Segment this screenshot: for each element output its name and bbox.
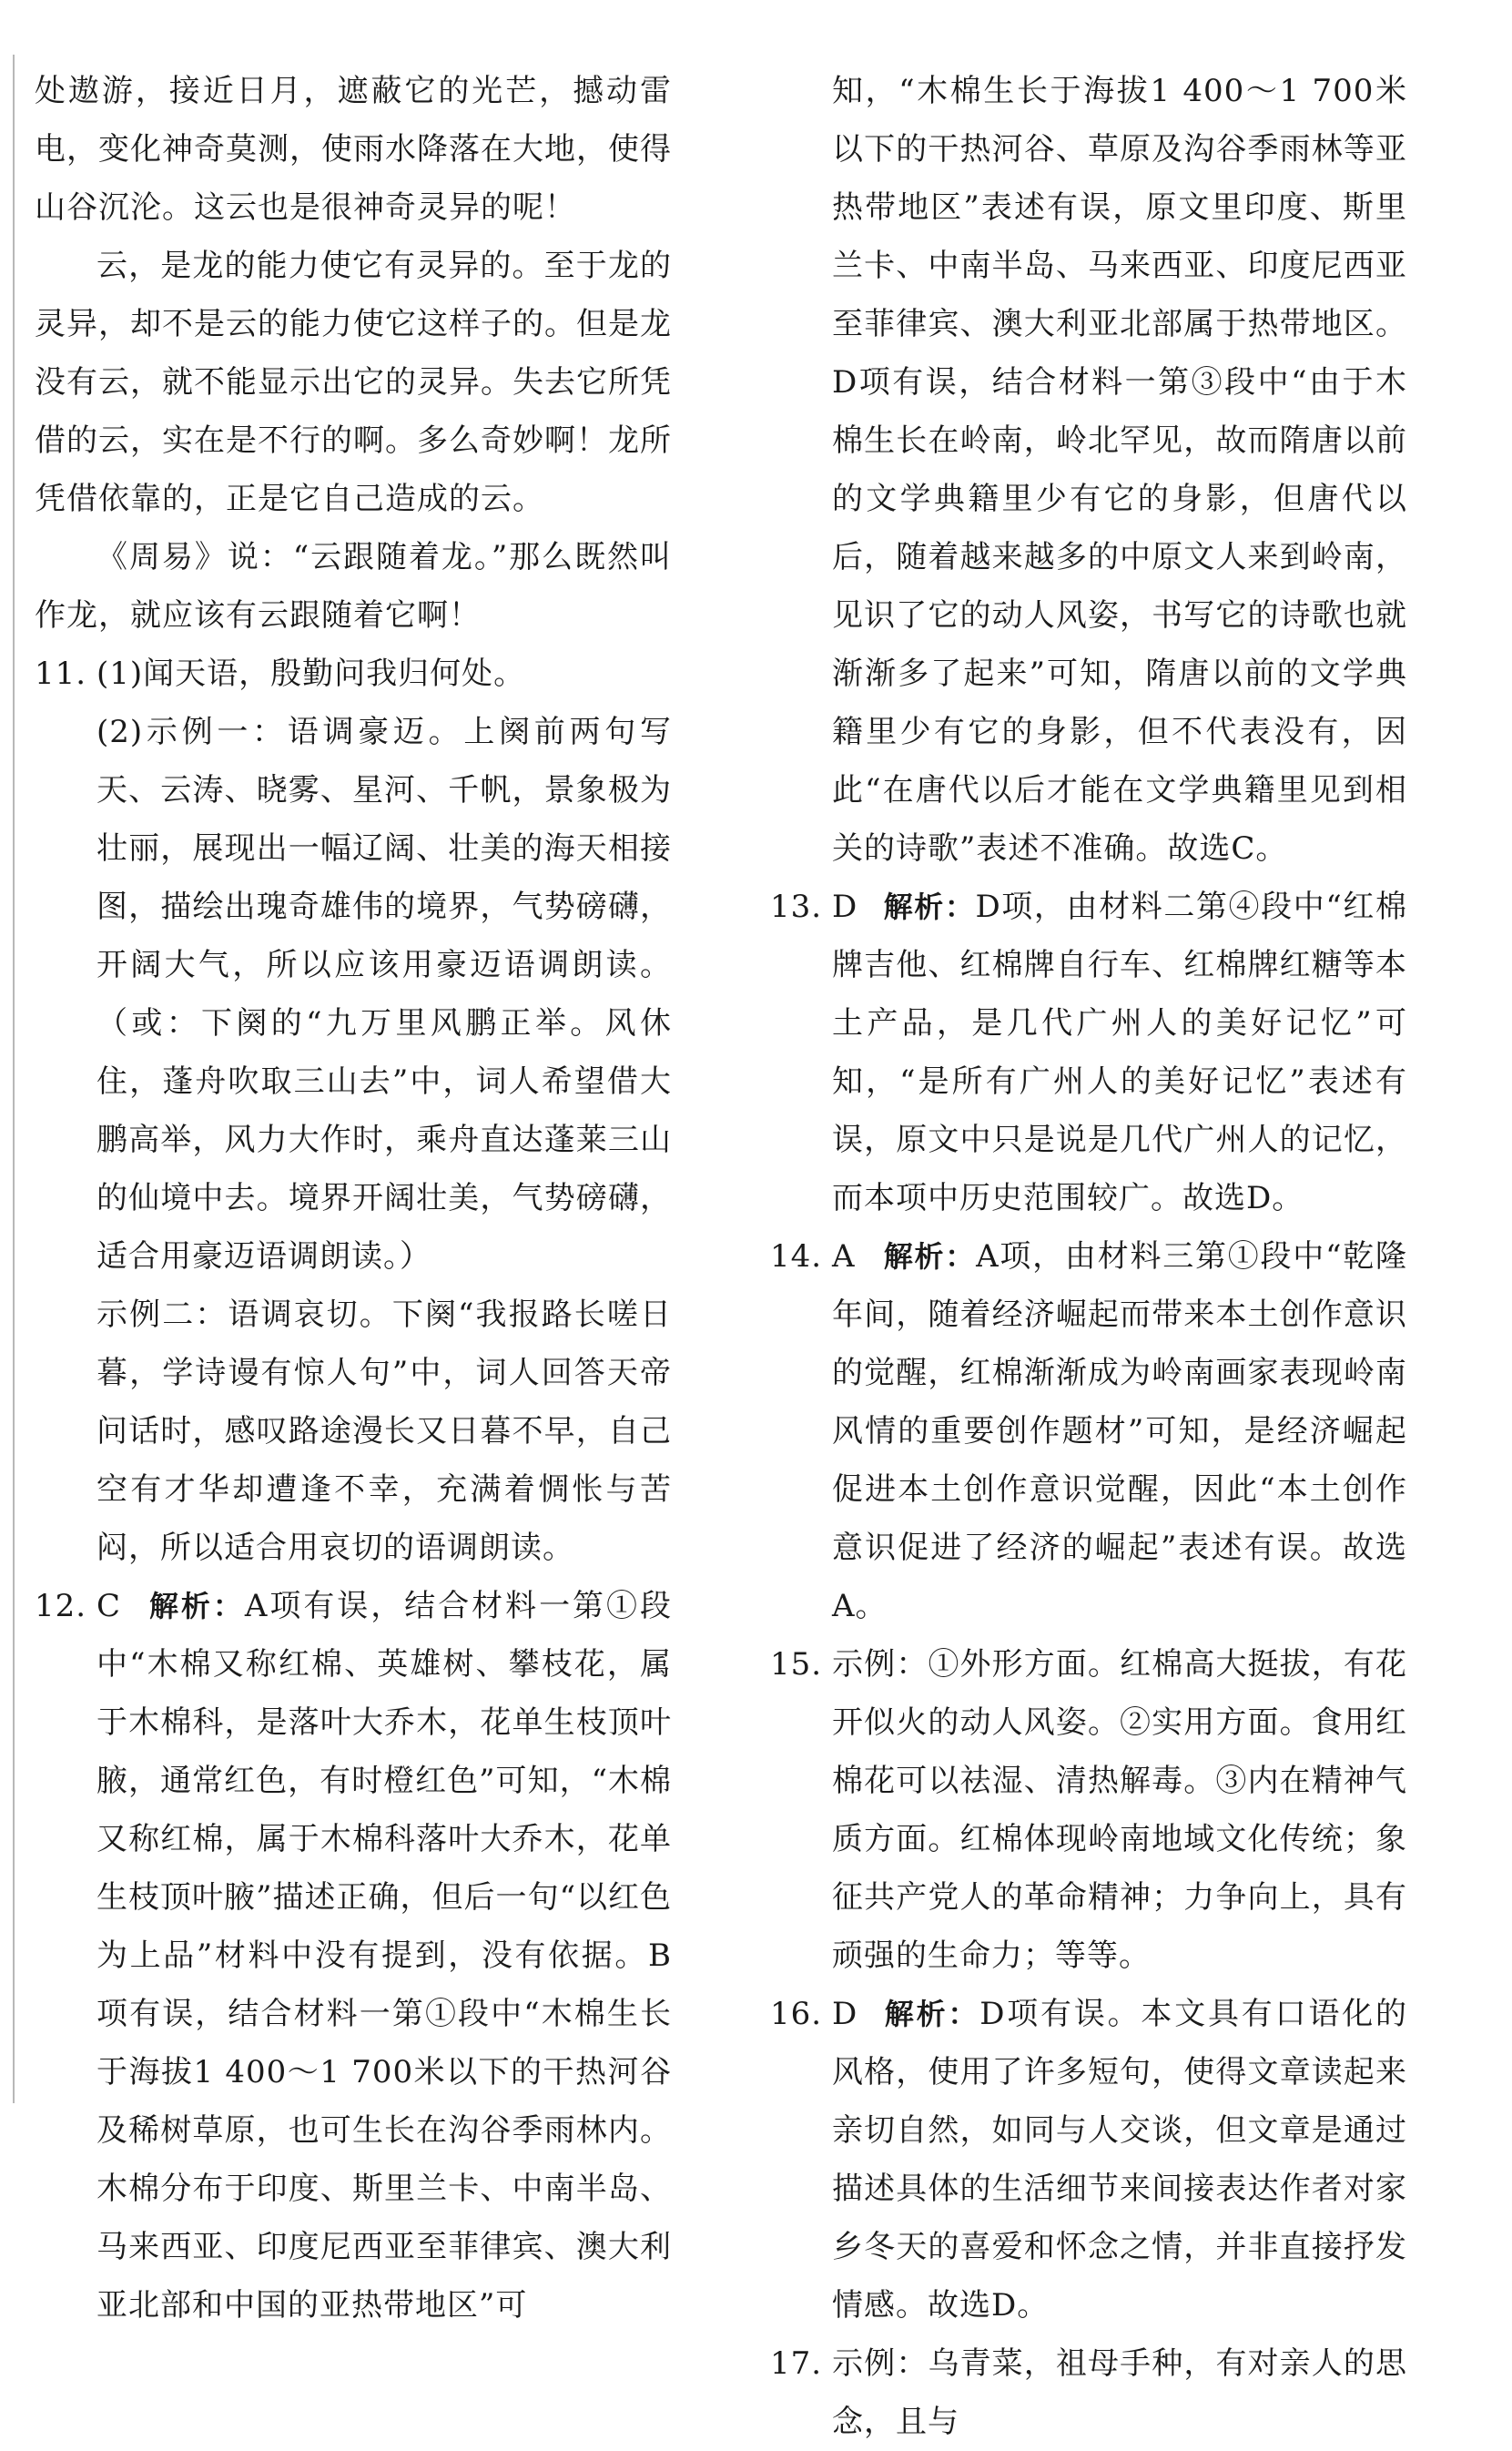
answer-choice: D [832, 889, 858, 925]
analysis-text: D项有误。本文具有口语化的风格，使用了许多短句，使得文章读起来亲切自然，如同与人交谈，但文章是通过描述具体的生活细节来间接表达作者对家乡冬天的喜爱和怀念之情，并非直接抒发情感。故选D。 [832, 1996, 1407, 2324]
question-14 [770, 1227, 1407, 1635]
question-13 [770, 878, 1407, 1227]
answer-choice: C [96, 1588, 122, 1624]
answer-text: 示例：①外形方面。红棉高大挺拔，有花开似火的动人风姿。②实用方面。食用红棉花可以祛湿、清热解毒。③内在精神气质方面。红棉体现岭南地域文化传统；象征共产党人的革命精神；力争向上，具有顽强的生命力；等等。 [832, 1646, 1407, 1974]
analysis-text: D项，由材料二第④段中“红棉牌吉他、红棉牌自行车、红棉牌红糖等本土产品，是几代广州人的美好记忆”可知，“是所有广州人的美好记忆”表述有误，原文中只是说是几代广州人的记忆，而本项中历史范围较广。故选D。 [832, 889, 1407, 1216]
question-number: 13. [770, 889, 823, 925]
question-12 [35, 1577, 672, 2334]
answer-11-1: (1)闻天语，殷勤问我归何处。 [96, 656, 526, 692]
question-15 [770, 1635, 1407, 1985]
left-column [35, 62, 672, 2334]
question-17 [770, 2334, 1407, 2451]
answer-choice: A [832, 1238, 856, 1275]
answer-11-3: 示例二：语调哀切。下阕“我报路长嗟日暮，学诗谩有惊人句”中，词人回答天帝问话时，感叹路途漫长又日暮不早，自己空有才华却遭逢不幸，充满着惆怅与苦闷，所以适合用哀切的语调朗读。 [96, 1297, 672, 1566]
question-number: 17. [770, 2345, 823, 2382]
question-16 [770, 1985, 1407, 2334]
translation-paragraph-1: 处遨游，接近日月，遮蔽它的光芒，撼动雷电，变化神奇莫测，使雨水降落在大地，使得山谷沉沦。这云也是很神奇灵异的呢！ [35, 73, 672, 226]
analysis-label: 解析： [147, 1589, 245, 1623]
question-number: 14. [770, 1238, 823, 1275]
analysis-label: 解析： [883, 1997, 980, 2031]
answer-text: 示例：乌青菜，祖母手种，有对亲人的思念，且与 [832, 2345, 1407, 2440]
answer-choice: D [832, 1996, 858, 2032]
analysis-text: A项有误，结合材料一第①段中“木棉又称红棉、英雄树、攀枝花，属于木棉科，是落叶大乔木，花单生枝顶叶腋，通常红色，有时橙红色”可知，“木棉又称红棉，属于木棉科落叶大乔木，花单生枝顶叶腋”描述正确，但后一句“以红色为上品”材料中没有提到，没有依据。B项有误，结合材料一第①段中“木棉生长于海拔1 400～1 700米以下的干热河谷及稀树草原，也可生长在沟谷季雨林内。木棉分布于印度、斯里兰卡、中南半岛、马来西亚、印度尼西亚至菲律宾、澳大利亚北部和中国的亚热带地区”可 [96, 1588, 672, 2324]
question-number: 12. [35, 1588, 87, 1624]
question-number: 11. [35, 656, 87, 692]
analysis-text: A项，由材料三第①段中“乾隆年间，随着经济崛起而带来本土创作意识的觉醒，红棉渐渐成为岭南画家表现岭南风情的重要创作题材”可知，是经济崛起促进本土创作意识觉醒，因此“本土创作意识促进了经济的崛起”表述有误。故选A。 [832, 1238, 1407, 1624]
question-12-continued: 知，“木棉生长于海拔1 400～1 700米以下的干热河谷、草原及沟谷季雨林等亚热带地区”表述有误，原文里印度、斯里兰卡、中南半岛、马来西亚、印度尼西亚至菲律宾、澳大利亚北部属于热带地区。D项有误，结合材料一第③段中“由于木棉生长在岭南，岭北罕见，故而隋唐以前的文学典籍里少有它的身影，但唐代以后，随着越来越多的中原文人来到岭南，见识了它的动人风姿，书写它的诗歌也就渐渐多了起来”可知，隋唐以前的文学典籍里少有它的身影，但不代表没有，因此“在唐代以后才能在文学典籍里见到相关的诗歌”表述不准确。故选C。 [832, 73, 1407, 867]
right-column [770, 62, 1407, 2451]
analysis-label: 解析： [883, 890, 976, 924]
analysis-label: 解析： [883, 1239, 977, 1274]
translation-paragraph-3: 《周易》说：“云跟随着龙。”那么既然叫作龙，就应该有云跟随着它啊！ [35, 539, 672, 634]
answer-11-2: (2)示例一：语调豪迈。上阕前两句写天、云涛、晓雾、星河、千帆，景象极为壮丽，展现出一幅辽阔、壮美的海天相接图，描绘出瑰奇雄伟的境界，气势磅礴，开阔大气，所以应该用豪迈语调朗读。（或：下阕的“九万里风鹏正举。风休住，蓬舟吹取三山去”中，词人希望借大鹏高举，风力大作时，乘舟直达蓬莱三山的仙境中去。境界开阔壮美，气势磅礴，适合用豪迈语调朗读。） [96, 714, 672, 1275]
question-number: 16. [770, 1996, 823, 2032]
question-11 [35, 645, 672, 703]
left-margin-rule [13, 55, 15, 2103]
translation-paragraph-2: 云，是龙的能力使它有灵异的。至于龙的灵异，却不是云的能力使它这样子的。但是龙没有云，就不能显示出它的灵异。失去它所凭借的云，实在是不行的啊。多么奇妙啊！龙所凭借依靠的，正是它自己造成的云。 [35, 248, 672, 517]
question-number: 15. [770, 1646, 823, 1683]
